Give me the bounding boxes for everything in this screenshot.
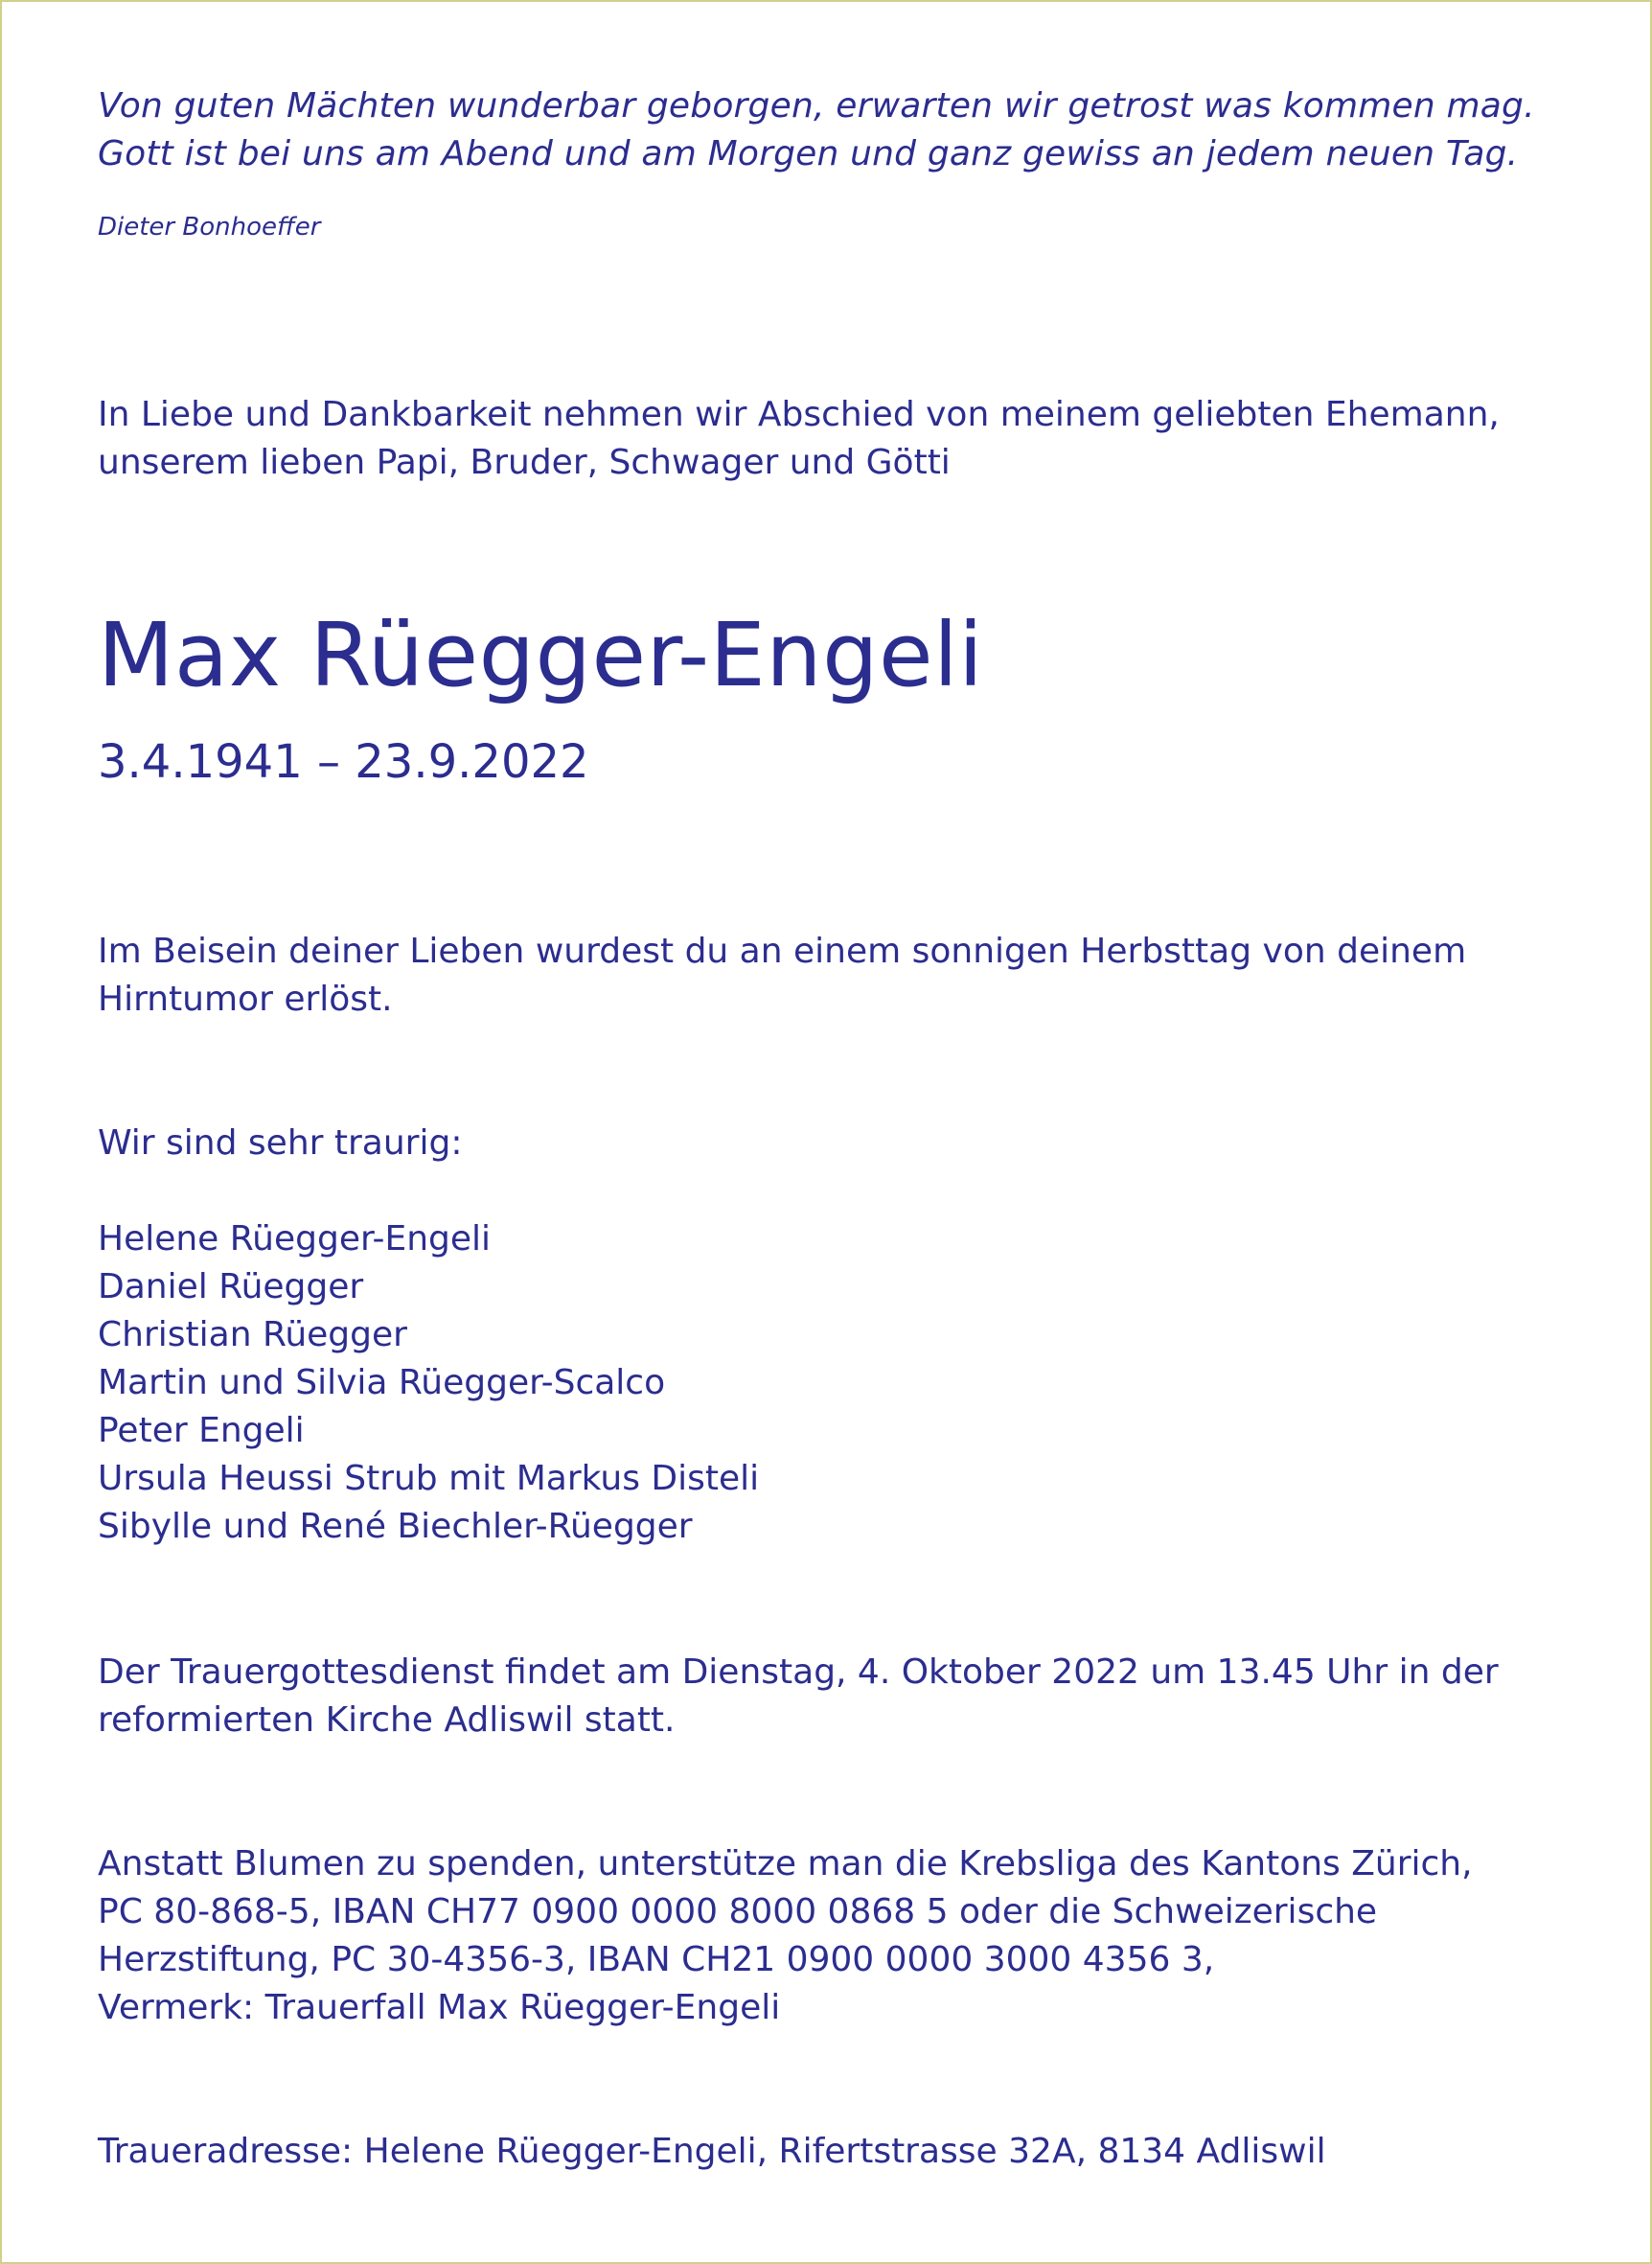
farewell-intro	[98, 391, 1593, 487]
donation-line-4: Vermerk: Trauerfall Max Rüegger-Engeli	[98, 1988, 781, 2027]
donation-info	[98, 1840, 1593, 2032]
service-line-2: reformierten Kirche Adliswil statt.	[98, 1700, 676, 1740]
mourners-intro: Wir sind sehr traurig:	[98, 1123, 463, 1163]
mourner-name: Helene Rüegger-Engeli	[98, 1219, 492, 1259]
farewell-intro-line-1: In Liebe und Dankbarkeit nehmen wir Abschied von meinem geliebten Ehemann,	[98, 395, 1500, 434]
mourners-list	[98, 1215, 1593, 1551]
deceased-name: Max Rüegger-Engeli	[98, 604, 984, 706]
farewell-intro-line-2: unserem lieben Papi, Bruder, Schwager und Götti	[98, 443, 951, 482]
quote-line-1: Von guten Mächten wunderbar geborgen, erwarten wir getrost was kommen mag.	[98, 86, 1535, 126]
funeral-service-info	[98, 1649, 1593, 1744]
donation-line-3: Herzstiftung, PC 30-4356-3, IBAN CH21 0900 0000 3000 4356 3,	[98, 1940, 1215, 1979]
passing-line-2: Hirntumor erlöst.	[98, 980, 393, 1019]
mourner-name: Christian Rüegger	[98, 1315, 407, 1354]
donation-line-2: PC 80-868-5, IBAN CH77 0900 0000 8000 0868 5 oder die Schweizerische	[98, 1892, 1378, 1931]
passing-line-1: Im Beisein deiner Lieben wurdest du an einem sonnigen Herbsttag von deinem	[98, 932, 1467, 971]
bonhoeffer-quote	[98, 82, 1593, 178]
service-line-1: Der Trauergottesdienst findet am Dienstag, 4. Oktober 2022 um 13.45 Uhr in der	[98, 1652, 1499, 1692]
mourner-name: Peter Engeli	[98, 1411, 305, 1450]
mourner-name: Martin und Silvia Rüegger-Scalco	[98, 1363, 666, 1402]
passing-statement	[98, 928, 1593, 1024]
mourner-name: Sibylle und René Biechler-Rüegger	[98, 1507, 693, 1546]
quote-author: Dieter Bonhoeffer	[98, 213, 321, 242]
mourner-name: Ursula Heussi Strub mit Markus Disteli	[98, 1459, 760, 1498]
quote-line-2: Gott ist bei uns am Abend und am Morgen und ganz gewiss an jedem neuen Tag.	[98, 134, 1519, 173]
mourner-name: Daniel Rüegger	[98, 1267, 364, 1306]
donation-line-1: Anstatt Blumen zu spenden, unterstütze man die Krebsliga des Kantons Zürich,	[98, 1844, 1473, 1883]
life-dates: 3.4.1941 – 23.9.2022	[98, 735, 589, 789]
mourning-address: Traueradresse: Helene Rüegger-Engeli, Rifertstrasse 32A, 8134 Adliswil	[98, 2132, 1326, 2171]
